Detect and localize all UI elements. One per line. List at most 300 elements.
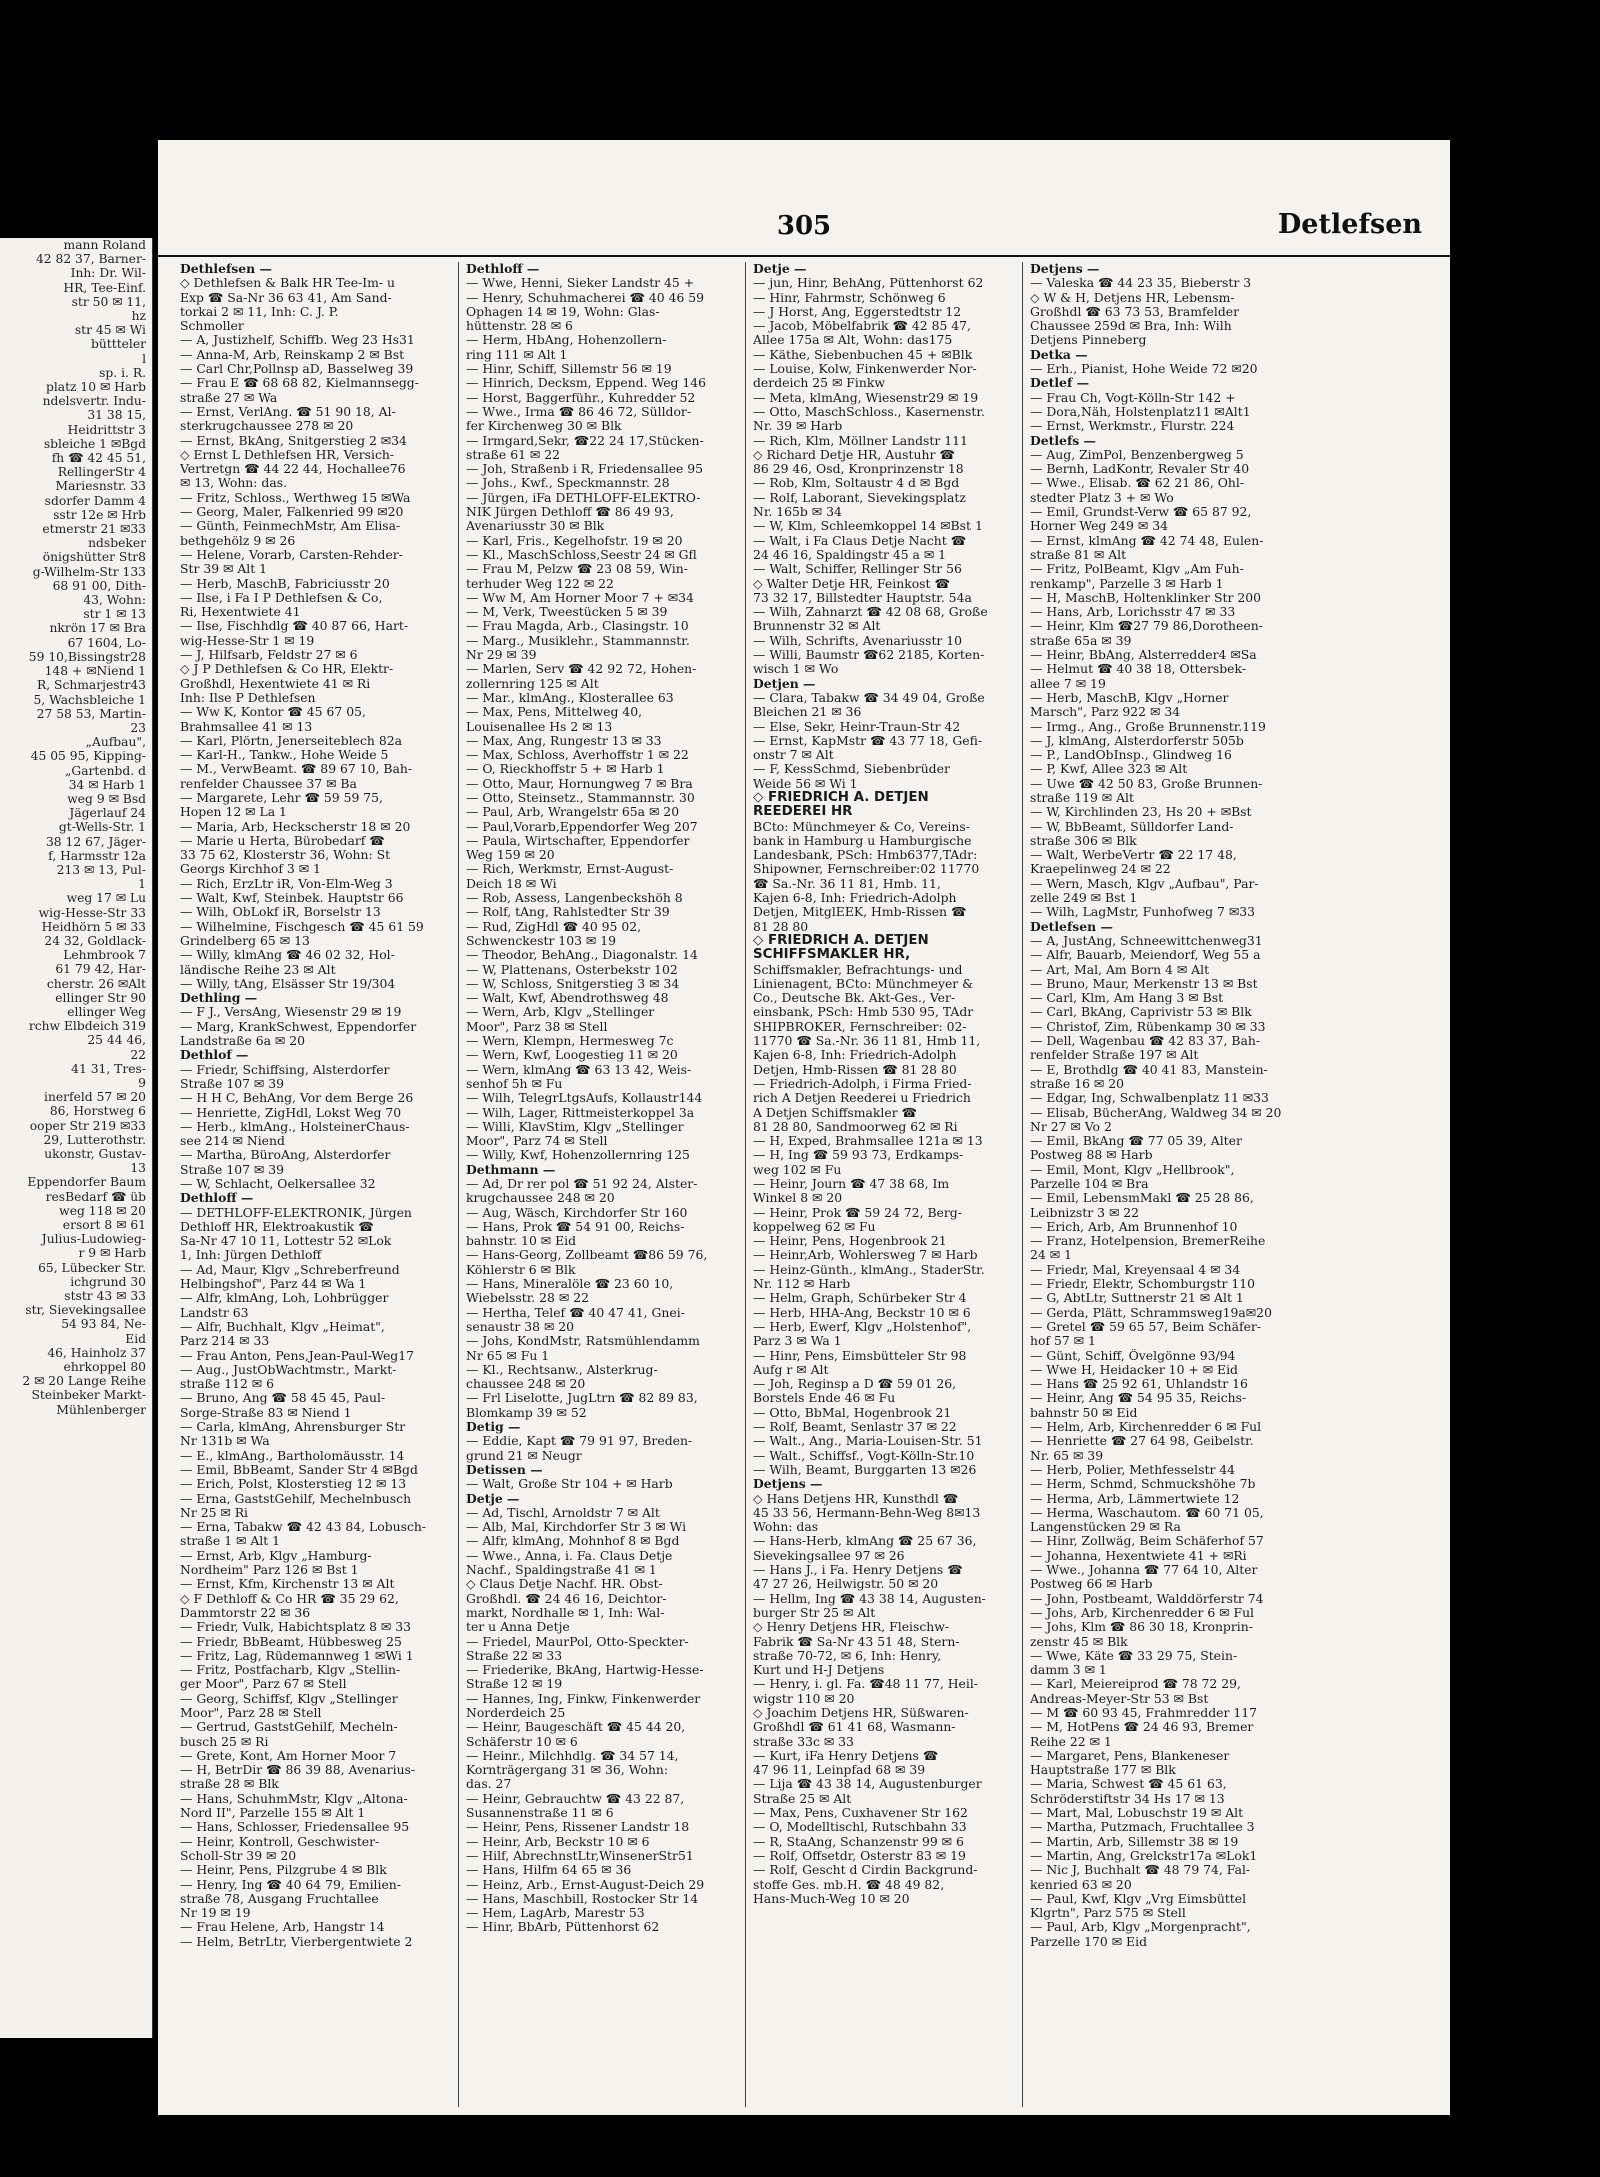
directory-entry-line: 1, Inh: Jürgen Dethloff [180, 1248, 322, 1263]
directory-entry-line: ☎ Sa.-Nr. 36 11 81, Hmb. 11, [753, 876, 941, 891]
directory-entry-line: Langenstücken 29 ✉ Ra [1030, 1520, 1181, 1535]
directory-entry-line: — Frau Magda, Arb., Clasingstr. 10 [466, 619, 689, 634]
directory-entry-line: — W, Kirchlinden 23, Hs 20 + ✉Bst [1030, 805, 1252, 820]
directory-entry-line: — Hans-Herb, klmAng ☎ 25 67 36, [753, 1534, 977, 1549]
left-page-fragment [0, 238, 153, 2038]
directory-entry-line: — Erich, Polst, Klosterstieg 12 ✉ 13 [180, 1477, 407, 1492]
directory-page [158, 140, 1450, 2115]
left-page-text-line: Eid [125, 1331, 146, 1346]
directory-entry-line: — Johs, Arb, Kirchenredder 6 ✉ Ful [1030, 1605, 1255, 1620]
directory-entry-line: Großhdl ☎ 63 73 53, Bramfelder [1030, 304, 1240, 319]
left-page-text-line: ellinger Str 90 [55, 990, 146, 1005]
directory-entry-line: Nr 65 ✉ Fu 1 [466, 1348, 550, 1363]
directory-entry-line: 11770 ☎ Sa.-Nr. 36 11 81, Hmb 11, [753, 1034, 981, 1049]
directory-entry-line: — Rob, Klm, Soltaustr 4 d ✉ Bgd [753, 476, 960, 491]
left-page-text-line: 38 12 67, Jäger- [45, 834, 146, 849]
directory-entry-line: — Else, Sekr, Heinr-Traun-Str 42 [753, 719, 961, 734]
directory-entry-line: — Marie u Herta, Bürobedarf ☎ [180, 833, 385, 848]
directory-entry-line: — Henry, Ing ☎ 40 64 79, Emilien- [180, 1877, 401, 1892]
left-page-text-line: cherstr. 26 ✉Alt [46, 976, 146, 991]
left-page-text-line: 148 + ✉Niend 1 [44, 664, 146, 679]
directory-entry-line: — Irmgard,Sekr, ☎22 24 17,Stücken- [466, 433, 704, 448]
directory-entry-line: — Paul, Arb, Klgv „Morgenpracht", [1030, 1920, 1251, 1935]
directory-entry-line: — Karl, Fris., Kegelhofstr. 19 ✉ 20 [466, 533, 683, 548]
directory-entry-line: — Otto, Steinsetz., Stammannstr. 30 [466, 790, 695, 805]
directory-entry-line: — H H C, BehAng, Vor dem Berge 26 [180, 1091, 414, 1106]
directory-entry-line: — Herb, MaschB, Klgv „Horner [1030, 690, 1229, 705]
directory-entry-line: — Hinrich, Decksm, Eppend. Weg 146 [466, 376, 707, 391]
directory-entry-line: — Erna, GaststGehilf, Mechelnbusch [180, 1491, 412, 1506]
directory-entry-line: — W, Schloss, Snitgerstieg 3 ✉ 34 [466, 976, 680, 991]
directory-entry-line: Postweg 88 ✉ Harb [1030, 1148, 1153, 1163]
left-page-text-line: ooper Str 219 ✉33 [29, 1118, 146, 1133]
directory-entry-line: — Wilh, Beamt, Burggarten 13 ✉26 [753, 1462, 977, 1477]
directory-entry-line: — Heinr, Prok ☎ 59 24 72, Berg- [753, 1205, 962, 1220]
directory-entry-line: — Herb., klmAng., HolsteinerChaus- [180, 1119, 410, 1134]
directory-entry-line: Deich 18 ✉ Wi [466, 876, 557, 891]
directory-entry-line: — Anna-M, Arb, Reinskamp 2 ✉ Bst [180, 347, 405, 362]
left-page-text-line: sbleiche 1 ✉Bgd [43, 436, 146, 451]
directory-entry-line: Wohn: das [753, 1520, 819, 1535]
column-divider [458, 262, 459, 2107]
running-head: Detlefsen [1277, 209, 1422, 240]
left-page-text-line: 25 44 46, [87, 1033, 146, 1048]
directory-entry-line: Linienagent, BCto: Münchmeyer & [753, 976, 974, 991]
directory-entry-line: Blomkamp 39 ✉ 52 [466, 1405, 587, 1420]
directory-entry-line: — Wilh, TelegrLtgsAufs, Kollaustr144 [466, 1091, 703, 1106]
directory-entry-line: ◇ Claus Detje Nachf. HR. Obst- [466, 1577, 663, 1592]
directory-entry-line: renkamp", Parzelle 3 ✉ Harb 1 [1030, 576, 1224, 591]
left-page-text-line: sdorfer Damm 4 [44, 493, 146, 508]
left-page-text-line: HR, Tee-Einf. [63, 280, 146, 295]
directory-entry-line: Kurt und H-J Detjens [753, 1663, 885, 1678]
left-page-text-line: 46, Hainholz 37 [47, 1345, 146, 1360]
left-page-text-line: R, Schmarjestr43 [36, 678, 146, 693]
directory-entry-line: ländische Reihe 23 ✉ Alt [180, 962, 336, 977]
directory-entry-line: ◇ J P Dethlefsen & Co HR, Elektr- [180, 662, 394, 677]
left-page-text-line: platz 10 ✉ Harb [45, 380, 146, 395]
directory-entry-line: — Wilh, Schrifts, Avenariusstr 10 [753, 633, 963, 648]
directory-entry-line: Landstr 63 [180, 1305, 249, 1320]
left-page-text-line: sstr 12e ✉ Hrb [53, 507, 146, 522]
left-page-text-line: „Aufbau", [85, 735, 146, 750]
directory-entry-line: zelle 249 ✉ Bst 1 [1030, 891, 1138, 906]
left-page-text-line: sp. i. R. [99, 365, 146, 380]
directory-entry-line: — Alfr, klmAng, Loh, Lohbrügger [180, 1291, 389, 1306]
left-page-text-line: Lehmbrook 7 [63, 948, 146, 963]
directory-entry-line: — Otto, Maur, Hornungweg 7 ✉ Bra [466, 776, 693, 791]
directory-entry-line: Parzelle 104 ✉ Bra [1030, 1177, 1149, 1191]
directory-entry-line: — Kl., MaschSchloss,Seestr 24 ✉ Gfl [466, 547, 697, 562]
left-page-text-line: weg 9 ✉ Bsd [67, 791, 146, 806]
left-page-text-line: Mühlenberger [56, 1402, 146, 1417]
left-page-text-line: ehrkoppel 80 [63, 1360, 146, 1375]
directory-entry-line: stedter Platz 3 + ✉ Wo [1030, 490, 1174, 505]
directory-entry-line: — Herm, Schmd, Schmuckshöhe 7b [1030, 1477, 1256, 1492]
left-page-text-line: 59 10,Bissingstr28 [28, 649, 146, 664]
directory-entry-line: Scholl-Str 39 ✉ 20 [180, 1848, 297, 1863]
left-page-text-line: 23 [130, 720, 146, 735]
directory-entry-line: — Friedr, Elektr, Schomburgstr 110 [1030, 1277, 1256, 1292]
directory-entry-line: ◇ W & H, Detjens HR, Lebensm- [1030, 290, 1235, 305]
directory-entry-line: — Max, Pens, Cuxhavener Str 162 [753, 1806, 968, 1821]
directory-entry-line: Andreas-Meyer-Str 53 ✉ Bst [1030, 1691, 1209, 1706]
directory-entry-line: — Emil, LebensmMakl ☎ 25 28 86, [1030, 1191, 1254, 1206]
directory-entry-line: — F, KessSchmd, Siebenbrüder [753, 762, 950, 777]
directory-entry-line: — Alfr, klmAng, Mohnhof 8 ✉ Bgd [466, 1534, 680, 1549]
directory-entry-line: — Walt, Große Str 104 + ✉ Harb [466, 1477, 673, 1492]
directory-entry-line: — Martha, BüroAng, Alsterdorfer [180, 1148, 391, 1163]
directory-entry-line: — Hans, Maschbill, Rostocker Str 14 [466, 1891, 699, 1906]
directory-entry-line: Nr 27 ✉ Vo 2 [1030, 1119, 1112, 1134]
directory-entry-line: Norderdeich 25 [466, 1705, 566, 1720]
directory-entry-line: — Frau Ch, Vogt-Kölln-Str 142 + [1030, 390, 1236, 405]
directory-entry-line: — Fritz, Schloss., Werthweg 15 ✉Wa [180, 490, 411, 505]
left-page-text-line: „Gartenbd. d [65, 763, 146, 778]
directory-entry-line: — Clara, Tabakw ☎ 34 49 04, Große [753, 690, 985, 705]
directory-entry-line: — Helm, Arb, Kirchenredder 6 ✉ Ful [1030, 1420, 1262, 1435]
directory-entry-line: bethgehölz 9 ✉ 26 [180, 533, 296, 548]
directory-entry-line: — Gertrud, GaststGehilf, Mecheln- [180, 1720, 398, 1735]
surname-heading: Detje — [753, 262, 807, 276]
directory-entry-line: — Helene, Vorarb, Carsten-Rehder- [180, 547, 403, 562]
left-page-text-line: Jägerlauf 24 [69, 806, 146, 821]
directory-entry-line: — Ad, Tischl, Arnoldstr 7 ✉ Alt [466, 1505, 660, 1520]
directory-entry-line: — Fritz, PolBeamt, Klgv „Am Fuh- [1030, 562, 1244, 577]
directory-entry-line: hüttenstr. 28 ✉ 6 [466, 319, 573, 334]
directory-entry-line: krugchaussee 248 ✉ 20 [466, 1191, 615, 1206]
surname-heading: Dethlof — [180, 1048, 249, 1063]
directory-entry-line: — Ernst, Kfm, Kirchenstr 13 ✉ Alt [180, 1577, 395, 1592]
directory-entry-line: — Aug, ZimPol, Benzenbergweg 5 [1030, 447, 1244, 462]
directory-entry-line: Köhlerstr 6 ✉ Blk [466, 1262, 576, 1277]
directory-entry-line: straße 78, Ausgang Fruchtallee [180, 1891, 379, 1906]
directory-entry-line: allee 7 ✉ 19 [1030, 676, 1106, 691]
directory-entry-line: Aufg r ✉ Alt [753, 1362, 829, 1377]
directory-entry-line: — Ernst, VerlAng. ☎ 51 90 18, Al- [180, 404, 396, 419]
directory-entry-line: Susannenstraße 11 ✉ 6 [466, 1806, 614, 1821]
directory-entry-line: — Wwe, Käte ☎ 33 29 75, Stein- [1030, 1648, 1238, 1663]
directory-entry-line: Sievekingsallee 97 ✉ 26 [753, 1548, 905, 1563]
directory-entry-line: — Elisab, BücherAng, Waldweg 34 ✉ 20 [1030, 1105, 1282, 1120]
left-page-text-line: 22 [130, 1047, 146, 1062]
firm-heading: REEDEREI HR [753, 805, 853, 820]
directory-entry-line: — Hans, Hilfm 64 65 ✉ 36 [466, 1863, 632, 1878]
directory-entry-line: — Ad, Maur, Klgv „Schreberfreund [180, 1262, 400, 1277]
directory-entry-line: — Wern, Arb, Klgv „Stellinger [466, 1005, 655, 1020]
directory-entry-line: — Herb, Ewerf, Klgv „Holstenhof", [753, 1319, 972, 1334]
directory-entry-line: Landesbank, PSch: Hmb6377,TAdr: [753, 848, 978, 863]
directory-entry-line: — Carla, klmAng, Ahrensburger Str [180, 1420, 406, 1435]
directory-entry-line: — Ww K, Kontor ☎ 45 67 05, [180, 705, 366, 720]
directory-entry-line: — Gerda, Plätt, Schrammsweg19a✉20 [1030, 1305, 1272, 1320]
directory-entry-line: Nr. 65 ✉ 39 [1030, 1448, 1104, 1463]
directory-entry-line: — Erich, Arb, Am Brunnenhof 10 [1030, 1219, 1238, 1234]
directory-entry-line: — Ernst, Werkmstr., Flurstr. 224 [1030, 419, 1235, 434]
left-page-text-line: wig-Hesse-Str 33 [38, 905, 146, 920]
directory-entry-line: — Margarete, Lehr ☎ 59 59 75, [180, 790, 383, 805]
firm-heading: ◇ FRIEDRICH A. DETJEN [753, 790, 929, 805]
directory-entry-line: — Rolf, tAng, Rahlstedter Str 39 [466, 905, 670, 920]
directory-entry-line: Nord II", Parzelle 155 ✉ Alt 1 [180, 1806, 366, 1821]
surname-heading: Detlefs — [1030, 433, 1096, 448]
directory-entry-line: — Wern, Kwf, Loogestieg 11 ✉ 20 [466, 1048, 678, 1063]
directory-entry-line: — Walt, WerbeVertr ☎ 22 17 48, [1030, 848, 1237, 863]
directory-entry-line: zenstr 45 ✉ Blk [1030, 1634, 1128, 1649]
directory-entry-line: Schiffsmakler, Befrachtungs- und [753, 962, 963, 977]
directory-entry-line: — Hannes, Ing, Finkw, Finkenwerder [466, 1691, 701, 1706]
directory-entry-line: — Friedr, Schiffsing, Alsterdorfer [180, 1062, 390, 1077]
directory-entry-line: — Ad, Dr rer pol ☎ 51 92 24, Alster- [466, 1177, 698, 1191]
directory-entry-line: markt, Nordhalle ✉ 1, Inh: Wal- [466, 1605, 665, 1620]
directory-entry-line: — Hertha, Telef ☎ 40 47 41, Gnei- [466, 1305, 685, 1320]
directory-entry-line: — Hans J., i Fa. Henry Detjens ☎ [753, 1563, 963, 1578]
directory-entry-line: — Johs, Klm ☎ 86 30 18, Kronprin- [1030, 1620, 1253, 1635]
directory-entry-line: — Hem, LagArb, Marestr 53 [466, 1906, 645, 1921]
directory-entry-line: bahnstr. 10 ✉ Eid [466, 1234, 577, 1249]
directory-entry-line: 86 29 46, Osd, Kronprinzenstr 18 [753, 462, 964, 477]
directory-entry-line: — Joh, Straßenb i R, Friedensallee 95 [466, 462, 704, 477]
surname-heading: Dethling — [180, 991, 258, 1006]
left-page-text-line: 61 79 42, Har- [55, 962, 146, 977]
directory-entry-line: — Jacob, Möbelfabrik ☎ 42 85 47, [753, 319, 971, 334]
column-divider [1022, 262, 1023, 2107]
directory-entry-line: — Heinr,Arb, Wohlersweg 7 ✉ Harb [753, 1248, 978, 1263]
directory-entry-line: Winkel 8 ✉ 20 [753, 1191, 843, 1206]
directory-entry-line: Marsch", Parz 922 ✉ 34 [1030, 705, 1181, 720]
directory-entry-line: Kajen 6-8, Inh: Friedrich-Adolph [753, 1048, 957, 1063]
directory-entry-line: — Walt, i Fa Claus Detje Nacht ☎ [753, 533, 967, 548]
left-page-text-line: Eppendorfer Baum [27, 1175, 146, 1190]
directory-entry-line: — Wilh, LagMstr, Funhofweg 7 ✉33 [1030, 905, 1256, 920]
directory-entry-line: — H, BetrDir ☎ 86 39 88, Avenarius- [180, 1763, 416, 1778]
directory-entry-line: — Hinr, BbArb, Püttenhorst 62 [466, 1920, 660, 1935]
surname-heading: Detig — [466, 1420, 521, 1435]
directory-entry-line: straße 28 ✉ Blk [180, 1777, 279, 1792]
directory-entry-line: — Frl Liselotte, JugLtrn ☎ 82 89 83, [466, 1391, 698, 1406]
directory-entry-line: sterkrugchaussee 278 ✉ 20 [180, 419, 354, 434]
directory-entry-line: — Hinr, Zollwäg, Beim Schäferhof 57 [1030, 1534, 1264, 1549]
directory-entry-line: — Irmg., Ang., Große Brunnenstr.119 [1030, 719, 1266, 734]
page-header [158, 195, 1450, 257]
directory-entry-line: — Karl, Plörtn, Jenerseiteblech 82a [180, 733, 402, 748]
directory-entry-line: — Henry, Schuhmacherei ☎ 40 46 59 [466, 290, 705, 305]
directory-entry-line: — Fritz, Lag, Rüdemannweg 1 ✉Wi 1 [180, 1648, 414, 1663]
left-page-text-line: r 9 ✉ Harb [78, 1246, 146, 1261]
directory-entry-line: — Käthe, Siebenbuchen 45 + ✉Blk [753, 347, 973, 362]
directory-entry-line: — Wilh, Lager, Rittmeisterkoppel 3a [466, 1105, 695, 1120]
directory-entry-line: — Herb, Polier, Methfesselstr 44 [1030, 1462, 1236, 1477]
directory-entry-line: Avenariusstr 30 ✉ Blk [466, 519, 605, 534]
directory-entry-line: Parzelle 170 ✉ Eid [1030, 1934, 1147, 1949]
left-page-text-line: str 1 ✉ 13 [83, 607, 146, 622]
directory-entry-line: — Emil, Mont, Klgv „Hellbrook", [1030, 1162, 1235, 1177]
directory-entry-line: Nr. 165b ✉ 34 [753, 505, 842, 520]
directory-entry-line: — M ☎ 60 93 45, Frahmredder 117 [1030, 1705, 1257, 1720]
directory-entry-line: 81 28 80, Sandmoorweg 62 ✉ Ri [753, 1119, 958, 1134]
directory-entry-line: Straße 25 ✉ Alt [753, 1791, 852, 1806]
directory-entry-line: — Rolf, Laborant, Sievekingsplatz [753, 490, 966, 505]
surname-heading: Dethmann — [466, 1162, 556, 1177]
left-page-text-line: Inh: Dr. Wil- [70, 266, 146, 281]
directory-column-1 [180, 262, 460, 2107]
directory-entry-line: Postweg 66 ✉ Harb [1030, 1577, 1153, 1592]
directory-entry-line: — Walt, Schiffer, Rellinger Str 56 [753, 562, 962, 577]
directory-entry-line: 33 75 62, Klosterstr 36, Wohn: St [180, 848, 391, 863]
directory-entry-line: NIK Jürgen Dethloff ☎ 86 49 93, [466, 505, 674, 520]
directory-entry-line: — Willy, klmAng ☎ 46 02 32, Hol- [180, 948, 395, 963]
directory-entry-line: Weg 159 ✉ 20 [466, 848, 555, 863]
directory-entry-line: — Karl, Meiereiprod ☎ 78 72 29, [1030, 1677, 1241, 1692]
left-page-text-line: önigshütter Str8 [42, 550, 146, 565]
directory-entry-line: — Paul,Vorarb,Eppendorfer Weg 207 [466, 819, 698, 834]
directory-entry-line: — Paul, Kwf, Klgv „Vrg Eimsbüttel [1030, 1891, 1247, 1906]
directory-entry-line: — Helmut ☎ 40 38 18, Ottersbek- [1030, 662, 1246, 677]
directory-entry-line: — Frau E ☎ 68 68 82, Kielmannsegg- [180, 376, 419, 391]
left-page-text-line: 9 [138, 1075, 146, 1090]
directory-entry-line: — Hans, Schlosser, Friedensallee 95 [180, 1820, 410, 1835]
directory-entry-line: 47 27 26, Heilwigstr. 50 ✉ 20 [753, 1577, 939, 1592]
directory-entry-line: ◇ Richard Detje HR, Austuhr ☎ [753, 447, 955, 462]
directory-entry-line: zollernring 125 ✉ Alt [466, 676, 599, 691]
directory-entry-line: terhuder Weg 122 ✉ 22 [466, 576, 614, 591]
left-page-text-line: 13 [130, 1161, 146, 1176]
directory-entry-line: burger Str 25 ✉ Alt [753, 1605, 876, 1620]
directory-entry-line: Kajen 6-8, Inh: Friedrich-Adolph [753, 891, 957, 906]
left-page-text-line: 31 38 15, [87, 408, 146, 423]
directory-entry-line: — Erh., Pianist, Hohe Weide 72 ✉20 [1030, 362, 1258, 377]
directory-entry-line: weg 102 ✉ Fu [753, 1162, 842, 1177]
directory-entry-line: — Heinr, Klm ☎27 79 86,Dorotheen- [1030, 619, 1263, 634]
directory-entry-line: — P, Kwf, Allee 323 ✉ Alt [1030, 762, 1188, 777]
directory-entry-line: — Rud, ZigHdl ☎ 40 95 02, [466, 919, 642, 934]
directory-entry-line: — Georg, Maler, Falkenried 99 ✉20 [180, 505, 404, 520]
directory-entry-line: — Heinz, Arb., Ernst-August-Deich 29 [466, 1877, 705, 1892]
directory-entry-line: Helbingshof", Parz 44 ✉ Wa 1 [180, 1277, 367, 1292]
directory-entry-line: — Willi, KlavStim, Klgv „Stellinger [466, 1119, 684, 1134]
directory-entry-line: — Ww M, Am Horner Moor 7 + ✉34 [466, 590, 694, 605]
surname-heading: Dethlefsen — [180, 262, 272, 276]
left-page-text-line: ndelsvertr. Indu- [42, 394, 146, 409]
directory-entry-line: — Wern, Klempn, Hermesweg 7c [466, 1034, 674, 1049]
directory-entry-line: Nordheim" Parz 126 ✉ Bst 1 [180, 1563, 359, 1578]
directory-entry-line: — Rich, ErzLtr iR, Von-Elm-Weg 3 [180, 876, 393, 891]
directory-entry-line: — Hans, Arb, Lorichsstr 47 ✉ 33 [1030, 605, 1236, 620]
directory-entry-line: straße 306 ✉ Blk [1030, 833, 1137, 848]
directory-entry-line: — Alfr, Buchhalt, Klgv „Heimat", [180, 1319, 385, 1334]
directory-entry-line: 81 28 80 [753, 919, 809, 934]
directory-entry-line: — Walt, Kwf, Steinbek. Hauptstr 66 [180, 891, 404, 906]
directory-entry-line: — Wern, Masch, Klgv „Aufbau", Par- [1030, 876, 1259, 891]
left-page-text-line: inerfeld 57 ✉ 20 [44, 1090, 146, 1105]
directory-entry-line: — Jürgen, iFa DETHLOFF-ELEKTRO- [466, 490, 701, 505]
directory-entry-line: Bleichen 21 ✉ 36 [753, 705, 862, 720]
surname-heading: Detjen — [753, 676, 816, 691]
directory-entry-line: Hans-Much-Weg 10 ✉ 20 [753, 1891, 910, 1906]
directory-entry-line: — Marg, KrankSchwest, Eppendorfer [180, 1019, 417, 1034]
directory-entry-line: Horner Weg 249 ✉ 34 [1030, 519, 1168, 534]
directory-entry-line: — Willy, Kwf, Hohenzollernring 125 [466, 1148, 690, 1163]
directory-entry-line: — Herma, Waschautom. ☎ 60 71 05, [1030, 1505, 1264, 1520]
directory-entry-line: — Fritz, Postfacharb, Klgv „Stellin- [180, 1663, 401, 1678]
directory-entry-line: — Johs, KondMstr, Ratsmühlendamm [466, 1334, 700, 1349]
directory-entry-line: — Hans-Georg, Zollbeamt ☎86 59 76, [466, 1248, 708, 1263]
directory-entry-line: — M., VerwBeamt. ☎ 89 67 10, Bah- [180, 762, 413, 777]
directory-entry-line: — Edgar, Ing, Schwalbenplatz 11 ✉33 [1030, 1091, 1269, 1106]
directory-entry-line: Brunnenstr 32 ✉ Alt [753, 619, 881, 634]
directory-entry-line: — Meta, klmAng, Wiesenstr29 ✉ 19 [753, 390, 979, 405]
directory-entry-line: — Heinr, Gebrauchtw ☎ 43 22 87, [466, 1791, 685, 1806]
left-page-text-line: 1 [138, 877, 146, 892]
directory-entry-line: Kraepelinweg 24 ✉ 22 [1030, 862, 1171, 877]
directory-entry-line: — O, Rieckhoffstr 5 + ✉ Harb 1 [466, 762, 665, 777]
directory-entry-line: Landstraße 6a ✉ 20 [180, 1034, 306, 1049]
directory-entry-line: — Heinr., Milchhdlg. ☎ 34 57 14, [466, 1748, 679, 1763]
left-page-text-line: l [142, 351, 146, 366]
directory-entry-line: — Friedr, Vulk, Habichtsplatz 8 ✉ 33 [180, 1620, 411, 1635]
surname-heading: Dethloff — [466, 262, 540, 276]
left-page-text-line: rchw Elbdeich 319 [28, 1019, 146, 1034]
directory-entry-line: — Carl, BkAng, Caprivistr 53 ✉ Blk [1030, 1005, 1252, 1020]
left-page-text-line: g-Wilhelm-Str 133 [32, 564, 146, 579]
directory-entry-line: ◇ Dethlefsen & Balk HR Tee-Im- u [180, 276, 396, 291]
directory-entry-line: — W, Klm, Schleemkoppel 14 ✉Bst 1 [753, 519, 983, 534]
directory-entry-line: — Max, Pens, Mittelweg 40, [466, 705, 643, 720]
directory-entry-line: — Gretel ☎ 59 65 57, Beim Schäfer- [1030, 1319, 1262, 1334]
directory-entry-line: — Heinr, Journ ☎ 47 38 68, Im [753, 1177, 950, 1191]
directory-entry-line: straße 16 ✉ 20 [1030, 1076, 1124, 1091]
directory-entry-line: — Henriette ☎ 27 64 98, Geibelstr. [1030, 1434, 1254, 1449]
left-page-text-line: Julius-Ludowieg- [41, 1232, 146, 1247]
directory-entry-line: straße 81 ✉ Alt [1030, 547, 1127, 562]
directory-entry-line: straße 70-72, ✉ 6, Inh: Henry, [753, 1648, 942, 1663]
directory-entry-line: — Walt, Kwf, Abendrothsweg 48 [466, 991, 669, 1006]
directory-entry-line: — Aug., JustObWachtmstr., Markt- [180, 1362, 397, 1377]
left-page-text-line: f, Harmsstr 12a [48, 848, 146, 863]
directory-entry-line: Kornträgergang 31 ✉ 36, Wohn: [466, 1763, 669, 1778]
directory-entry-line: grund 21 ✉ Neugr [466, 1448, 582, 1463]
directory-entry-line: — Friedrich-Adolph, i Firma Fried- [753, 1076, 972, 1091]
directory-entry-line: Sa-Nr 47 10 11, Lottestr 52 ✉Lok [180, 1234, 392, 1249]
directory-entry-line: — Heinr, Baugeschäft ☎ 45 44 20, [466, 1720, 686, 1735]
directory-entry-line: 45 33 56, Hermann-Behn-Weg 8✉13 [753, 1505, 981, 1520]
directory-entry-line: Leibnizstr 3 ✉ 22 [1030, 1205, 1140, 1220]
directory-entry-line: — Hans, SchuhmMstr, Klgv „Altona- [180, 1791, 408, 1806]
directory-entry-line: — Johs., Kwf., Speckmannstr. 28 [466, 476, 670, 491]
directory-entry-line: senaustr 38 ✉ 20 [466, 1319, 575, 1334]
directory-entry-line: — H, MaschB, Holtenklinker Str 200 [1030, 590, 1261, 605]
directory-column-4 [1030, 262, 1310, 2107]
directory-entry-line: Straße 107 ✉ 39 [180, 1076, 285, 1091]
directory-entry-line: — Wwe., Irma ☎ 86 46 72, Sülldor- [466, 404, 692, 419]
directory-entry-line: — W, Plattenans, Osterbekstr 102 [466, 962, 678, 977]
directory-entry-line: Klgrtn", Parz 575 ✉ Stell [1030, 1906, 1186, 1921]
firm-heading: SCHIFFSMAKLER HR, [753, 948, 911, 963]
left-page-text-line: 43, Wohn: [83, 593, 146, 608]
left-page-text-line: 42 82 37, Barner- [35, 252, 146, 267]
directory-entry-line: — Bruno, Ang ☎ 58 45 45, Paul- [180, 1391, 386, 1406]
directory-entry-line: — Rob, Assess, Langenbeckshöh 8 [466, 891, 683, 906]
surname-heading: Detjens — [753, 1477, 823, 1492]
directory-entry-line: — Friedr, Mal, Kreyensaal 4 ✉ 34 [1030, 1262, 1241, 1277]
directory-entry-line: — H, Ing ☎ 59 93 73, Erdkamps- [753, 1148, 964, 1163]
directory-entry-line: Ophagen 14 ✉ 19, Wohn: Glas- [466, 304, 660, 319]
directory-entry-line: — J, Hilfsarb, Feldstr 27 ✉ 6 [180, 648, 358, 663]
directory-entry-line: — Martin, Arb, Sillemstr 38 ✉ 19 [1030, 1834, 1239, 1849]
directory-entry-line: — Wilhelmine, Fischgesch ☎ 45 61 59 [180, 919, 424, 934]
directory-entry-line: — Max, Ang, Rungestr 13 ✉ 33 [466, 733, 662, 748]
directory-entry-line: — Heinz-Günth., klmAng., StaderStr. [753, 1262, 985, 1277]
